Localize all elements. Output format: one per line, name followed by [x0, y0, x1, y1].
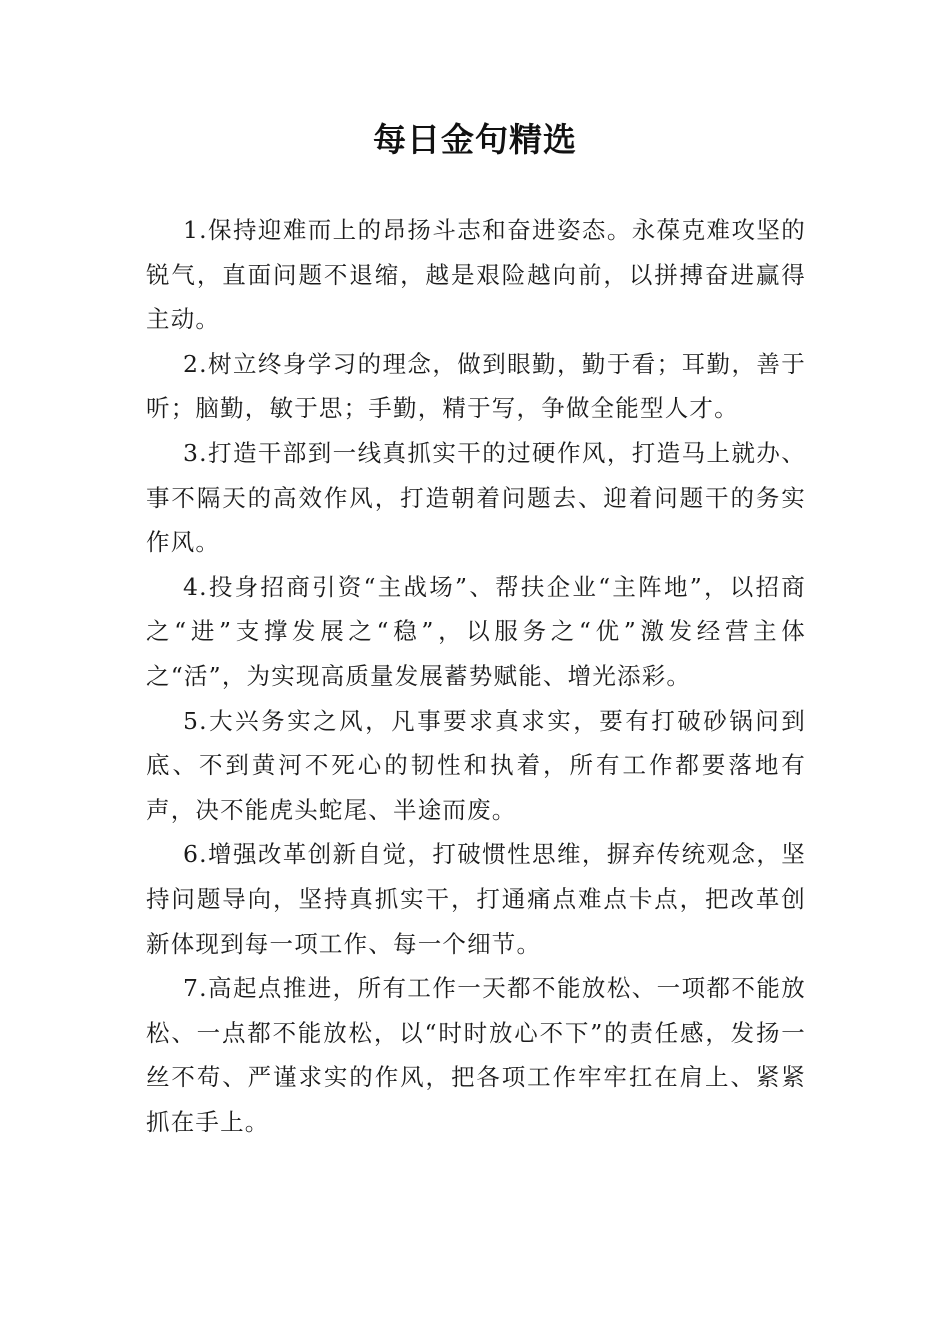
list-item-3: 3.打造干部到一线真抓实干的过硬作风，打造马上就办、事不隔天的高效作风，打造朝着问题去、迎着问题干的务实作风。	[146, 438, 806, 557]
list-item-2: 2.树立终身学习的理念，做到眼勤，勤于看；耳勤，善于听；脑勤，敏于思；手勤，精于写，争做全能型人才。	[146, 349, 806, 423]
list-item-6: 6.增强改革创新自觉，打破惯性思维，摒弃传统观念，坚持问题导向，坚持真抓实干，打通痛点难点卡点，把改革创新体现到每一项工作、每一个细节。	[146, 840, 806, 958]
document-body	[146, 208, 806, 1144]
list-item-7: 7.高起点推进，所有工作一天都不能放松、一项都不能放松、一点都不能放松，以“时时放心不下”的责任感，发扬一丝不苟、严谨求实的作风，把各项工作牢牢扛在肩上、紧紧抓在手上。	[146, 974, 806, 1136]
list-item-1: 1.保持迎难而上的昂扬斗志和奋进姿态。永葆克难攻坚的锐气，直面问题不退缩，越是艰险越向前，以拼搏奋进赢得主动。	[146, 216, 806, 334]
list-item-5: 5.大兴务实之风，凡事要求真求实，要有打破砂锅问到底、不到黄河不死心的韧性和执着，所有工作都要落地有声，决不能虎头蛇尾、半途而废。	[146, 706, 806, 824]
list-item-4: 4.投身招商引资“主战场”、帮扶企业“主阵地”，以招商之“进”支撑发展之“稳”，以服务之“优”激发经营主体之“活”，为实现高质量发展蓄势赋能、增光添彩。	[146, 572, 806, 690]
page-title: 每日金句精选	[373, 120, 577, 159]
